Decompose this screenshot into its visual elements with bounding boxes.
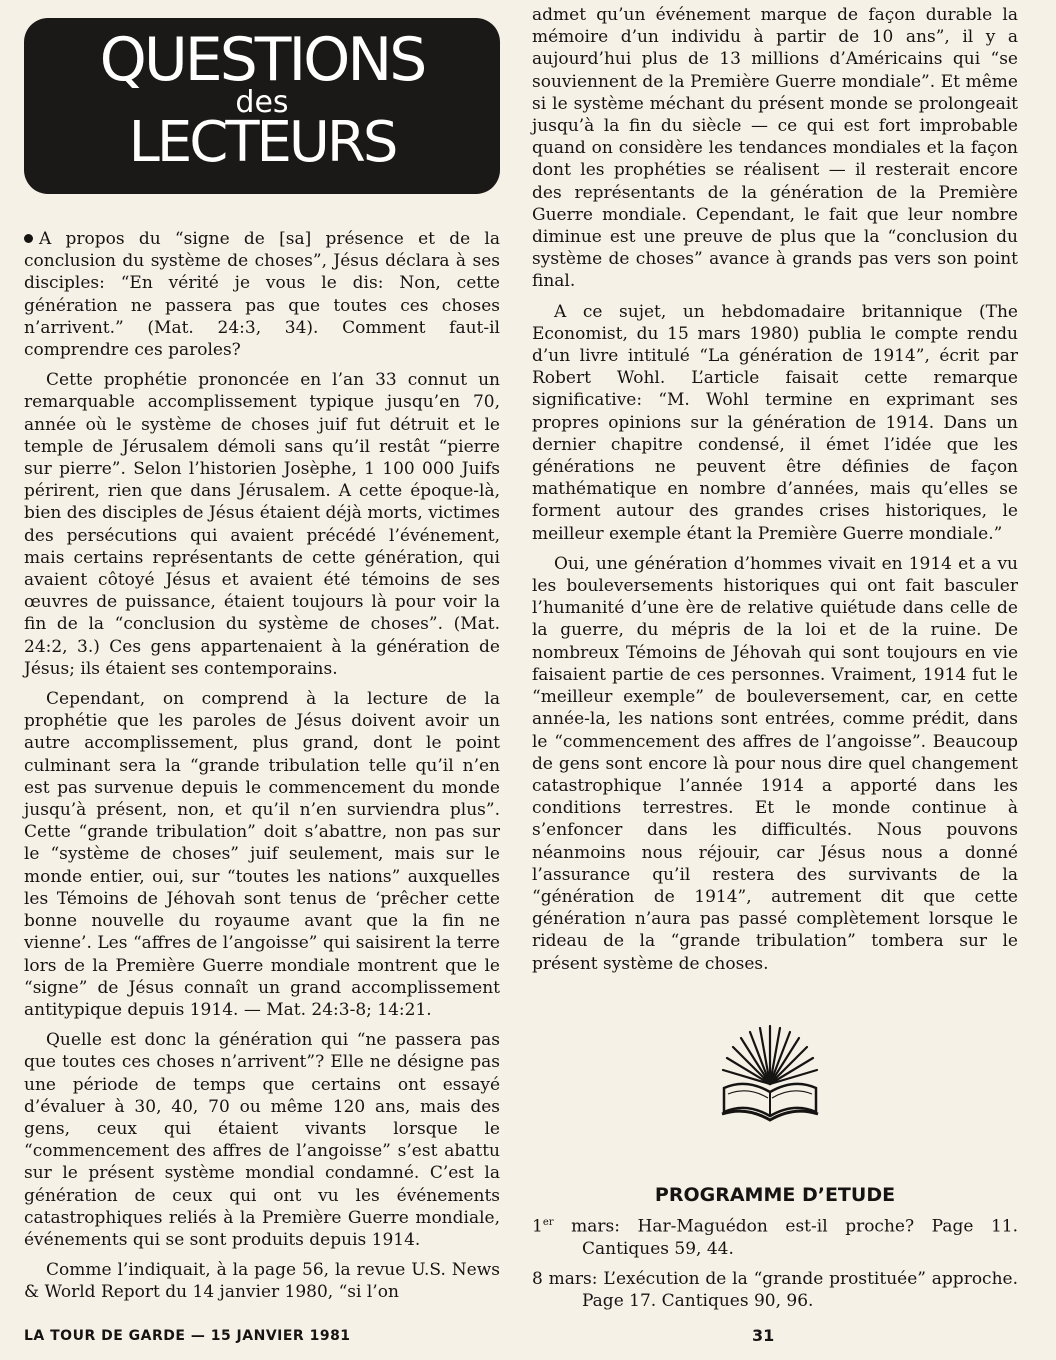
bullet-icon	[24, 234, 33, 243]
paragraph: A ce sujet, un hebdomadaire britannique (The Economist, du 15 mars 1980) publia le compte rendu d’un livre intitulé “La génération de 1914”, écrit par Robert Wohl. L’article faisait cette remarque significative: “M. Wohl termine en exprimant ses propres opinions sur la génération de 1914. Dans un dernier chapitre condensé, il émet l’idée que les générations ne peuvent être définies de façon mathématique en nombre d’années, mais qu’elles se forment autour des grandes crises historiques, le meilleur exemple étant la Première Guerre mondiale.”	[532, 301, 1018, 544]
reader-question	[24, 228, 500, 361]
left-column	[24, 228, 500, 1304]
paragraph: admet qu’un événement marque de façon durable la mémoire d’un individu à partir de 10 ans”, il y a aujourd’hui plus de 13 millions d’Américains qui “se souviennent de la Première Guerre mondiale”. Et même si le système méchant du présent monde se prolongeait jusqu’à la fin du siècle — ce qui est fort improbable quand on considère les tendances mondiales et la façon dont les prophéties se réalisent — il resterait encore des représentants de la génération de la Première Guerre mondiale. Cependant, le fait que leur nombre diminue est une preuve de plus que la “conclusion du système de choses” avance à grands pas vers son point final.	[532, 5, 1018, 292]
study-item-sup: er	[542, 1217, 554, 1228]
paragraph: Oui, une génération d’hommes vivait en 1914 et a vu les bouleversements historiques qui ont fait basculer l’humanité d’une ère de relative quiétude dans celle de la guerre, du mépris de la loi et de la ruine. De nombreux Témoins de Jéhovah qui sont toujours en vie faisaient partie de ces personnes. Vraiment, 1914 fut le “meilleur exemple” de bouleversement, car, en cette année-la, les nations sont entrées, comme prédit, dans le “commencement des affres de l’angoisse”. Beaucoup de gens sont encore là pour nous dire quel changement catastrophique l’année 1914 a apporté dans les conditions terrestres. Et le monde continue à s’enfoncer dans les difficultés. Nous pouvons néanmoins nous réjouir, car Jésus nous a donné l’assurance qu’il restera des survivants de la “génération de 1914”, autrement dit que cette génération n’aura pas passé complètement lorsque le rideau de la “grande tribulation” tombera sur le présent système de choses.	[532, 553, 1018, 974]
study-item	[532, 1212, 1018, 1260]
study-item	[532, 1268, 1018, 1312]
question-text: A propos du “signe de [sa] présence et de la conclusion du système de choses”, Jésus déclara à ses disciples: “En vérité je vous le dis: Non, cette génération ne passera pas que toutes ces choses n’arrivent.” (Mat. 24:3, 34). Comment faut-il comprendre ces paroles?	[24, 229, 500, 361]
paragraph: Cependant, on comprend à la lecture de la prophétie que les paroles de Jésus doivent avoir un autre accomplissement, plus grand, dont le point culminant sera la “grande tribulation telle qu’il n’en est pas survenue depuis le commencement du monde jusqu’à présent, non, et qu’il n’en surviendra plus”. Cette “grande tribulation” doit s’abattre, non pas sur le “système de choses” juif seulement, mais sur le monde entier, oui, sur “toutes les nations” auxquelles les Témoins de Jéhovah sont tenus de ‘prêcher cette bonne nouvelle du royaume avant que la fin ne vienne’. Les “affres de l’angoisse” qui saisirent la terre lors de la Première Guerre mondiale montrent que le “signe” de Jésus connaît un grand accomplissement antitypique depuis 1914. — Mat. 24:3-8; 14:21.	[24, 689, 500, 1020]
study-item-date: 1	[532, 1216, 543, 1237]
title-line-2: des	[235, 85, 289, 120]
study-program-list	[532, 1212, 1018, 1312]
footer-publication: LA TOUR DE GARDE — 15 JANVIER 1981	[24, 1328, 351, 1344]
paragraph: Comme l’indiquait, à la page 56, la revue U.S. News & World Report du 14 janvier 1980, “si l’on	[24, 1260, 500, 1303]
right-column	[532, 4, 1018, 975]
page-number: 31	[752, 1326, 775, 1345]
paragraph: Cette prophétie prononcée en l’an 33 connut un remarquable accomplissement typique jusqu’en 70, année où le système de choses juif fut détruit et le temple de Jérusalem démoli sans qu’il restât “pierre sur pierre”. Selon l’historien Josèphe, 1 100 000 Juifs périrent, rien que dans Jérusalem. A cette époque-là, bien des disciples de Jésus étaient déjà morts, victimes des persécutions qui avaient précédé l’événement, mais certains représentants de cette génération, qui avaient côtoyé Jésus et avaient été témoins de ses œuvres de puissance, étaient toujours là pour voir la fin de la “conclusion du système de choses”. (Mat. 24:2, 3.) Ces gens appartenaient à la génération de Jésus; ils étaient ses contemporains.	[24, 370, 500, 679]
paragraph: Quelle est donc la génération qui “ne passera pas que toutes ces choses n’arrivent”? Elle ne désigne pas une période de temps que certains ont essayé d’évaluer à 30, 40, 70 ou même 120 ans, mais des gens, ceux qui étaient vivants lorsque le “commencement des affres de l’angoisse” s’est abattu sur le présent système mondial condamné. C’est la génération de ceux qui ont vu les événements catastrophiques reliés à la Première Guerre mondiale, événements qui se sont produits depuis 1914.	[24, 1030, 500, 1250]
study-program-heading: PROGRAMME D’ETUDE	[654, 1184, 896, 1206]
study-item-text: mars: Har-Maguédon est-il proche? Page 11. Cantiques 59, 44.	[553, 1216, 1018, 1259]
title-line-1: QUESTIONS	[99, 25, 425, 95]
open-book-icon	[718, 1022, 822, 1126]
title-line-3: LECTEURS	[128, 110, 396, 175]
study-item-date: 8	[532, 1269, 543, 1290]
study-item-text: mars: L’exécution de la “grande prostituée” approche. Page 17. Cantiques 90, 96.	[542, 1269, 1018, 1312]
section-title-box	[24, 18, 500, 194]
